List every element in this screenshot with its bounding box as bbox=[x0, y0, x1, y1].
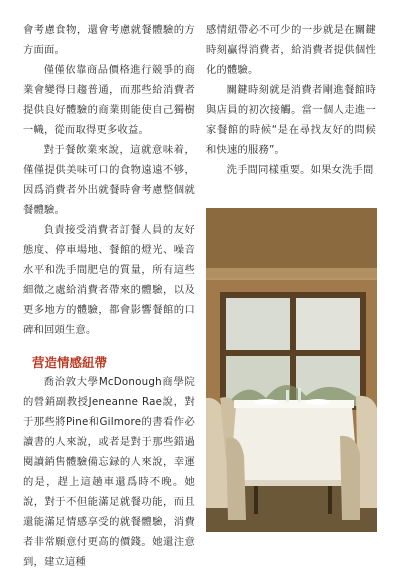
left-paragraph-2: 僅僅依靠商品價格進行競爭的商業會變得日趨普通，而那些給消費者提供良好體驗的商業則能使自己獨樹一幟，從而取得更多收益。 bbox=[23, 64, 195, 136]
photo-table-top bbox=[234, 400, 354, 408]
photo-tablecloth-hem bbox=[230, 480, 358, 486]
photo-window-pane-1 bbox=[226, 298, 290, 350]
photo-ceiling bbox=[206, 208, 377, 278]
restaurant-photo bbox=[206, 208, 377, 532]
photo-window-pane-2 bbox=[296, 298, 360, 350]
right-column bbox=[206, 20, 376, 180]
photo-table-leg bbox=[254, 486, 258, 514]
right-paragraph-2: 關鍵時刻就是消費者剛進餐館時與店員的初次接觸。當一個人走進一家餐館的時候“是在尋找友好的問候和快速的服務”。 bbox=[206, 84, 376, 156]
photo-glass bbox=[286, 390, 289, 402]
left-column bbox=[23, 20, 195, 572]
photo-table-leg bbox=[328, 486, 332, 514]
photo-ceiling-light bbox=[206, 268, 377, 280]
left-paragraph-4: 負責接受消費者訂餐人員的友好態度、停車場地、餐館的燈光、噪音水平和洗手間肥皂的質量，所有這些細微之處給消費者帶來的體驗，以及更多地方的體驗，都會影響餐館的口碑和回頭生意。 bbox=[23, 224, 195, 336]
left-paragraph-3: 對于餐飲業來說，這就意味着，僅僅提供美味可口的食物遠遠不够，因爲消費者外出就餐時會考慮整個就餐體驗。 bbox=[23, 144, 195, 216]
photo-tablecloth bbox=[230, 406, 358, 480]
right-paragraph-1: 感情紐帶必不可少的一步就是在關鍵時刻贏得消費者，給消費者提供個性化的體驗。 bbox=[206, 24, 376, 76]
left-paragraph-1: 會考慮食物，還會考慮就餐體驗的方方面面。 bbox=[23, 24, 195, 56]
photo-plate bbox=[254, 399, 278, 405]
section-heading: 营造情感紐帶 bbox=[32, 355, 108, 370]
left-paragraph-5: 喬治敦大學McDonough商學院的營銷副教授Jeneanne Rae說，對于那些將Pine和Gilmore的書看作必讀書的人來說，或者是對于那些錯過閱讀銷售體驗備忘録的人來說，幸運的是，趕上這趟車還爲時不晚。她說，對于不但能滿足就餐功能，而且還能滿足情感享受的就餐體驗，消費者非常願意付更高的價錢。她還注意到，建立這種 bbox=[23, 376, 195, 568]
right-paragraph-3: 洗手間同樣重要。如果女洗手間 bbox=[226, 164, 374, 176]
photo-chair-front-right bbox=[340, 436, 360, 520]
photo-glass bbox=[298, 388, 301, 402]
restaurant-dining-room-image bbox=[206, 208, 377, 532]
photo-plate bbox=[306, 399, 330, 405]
